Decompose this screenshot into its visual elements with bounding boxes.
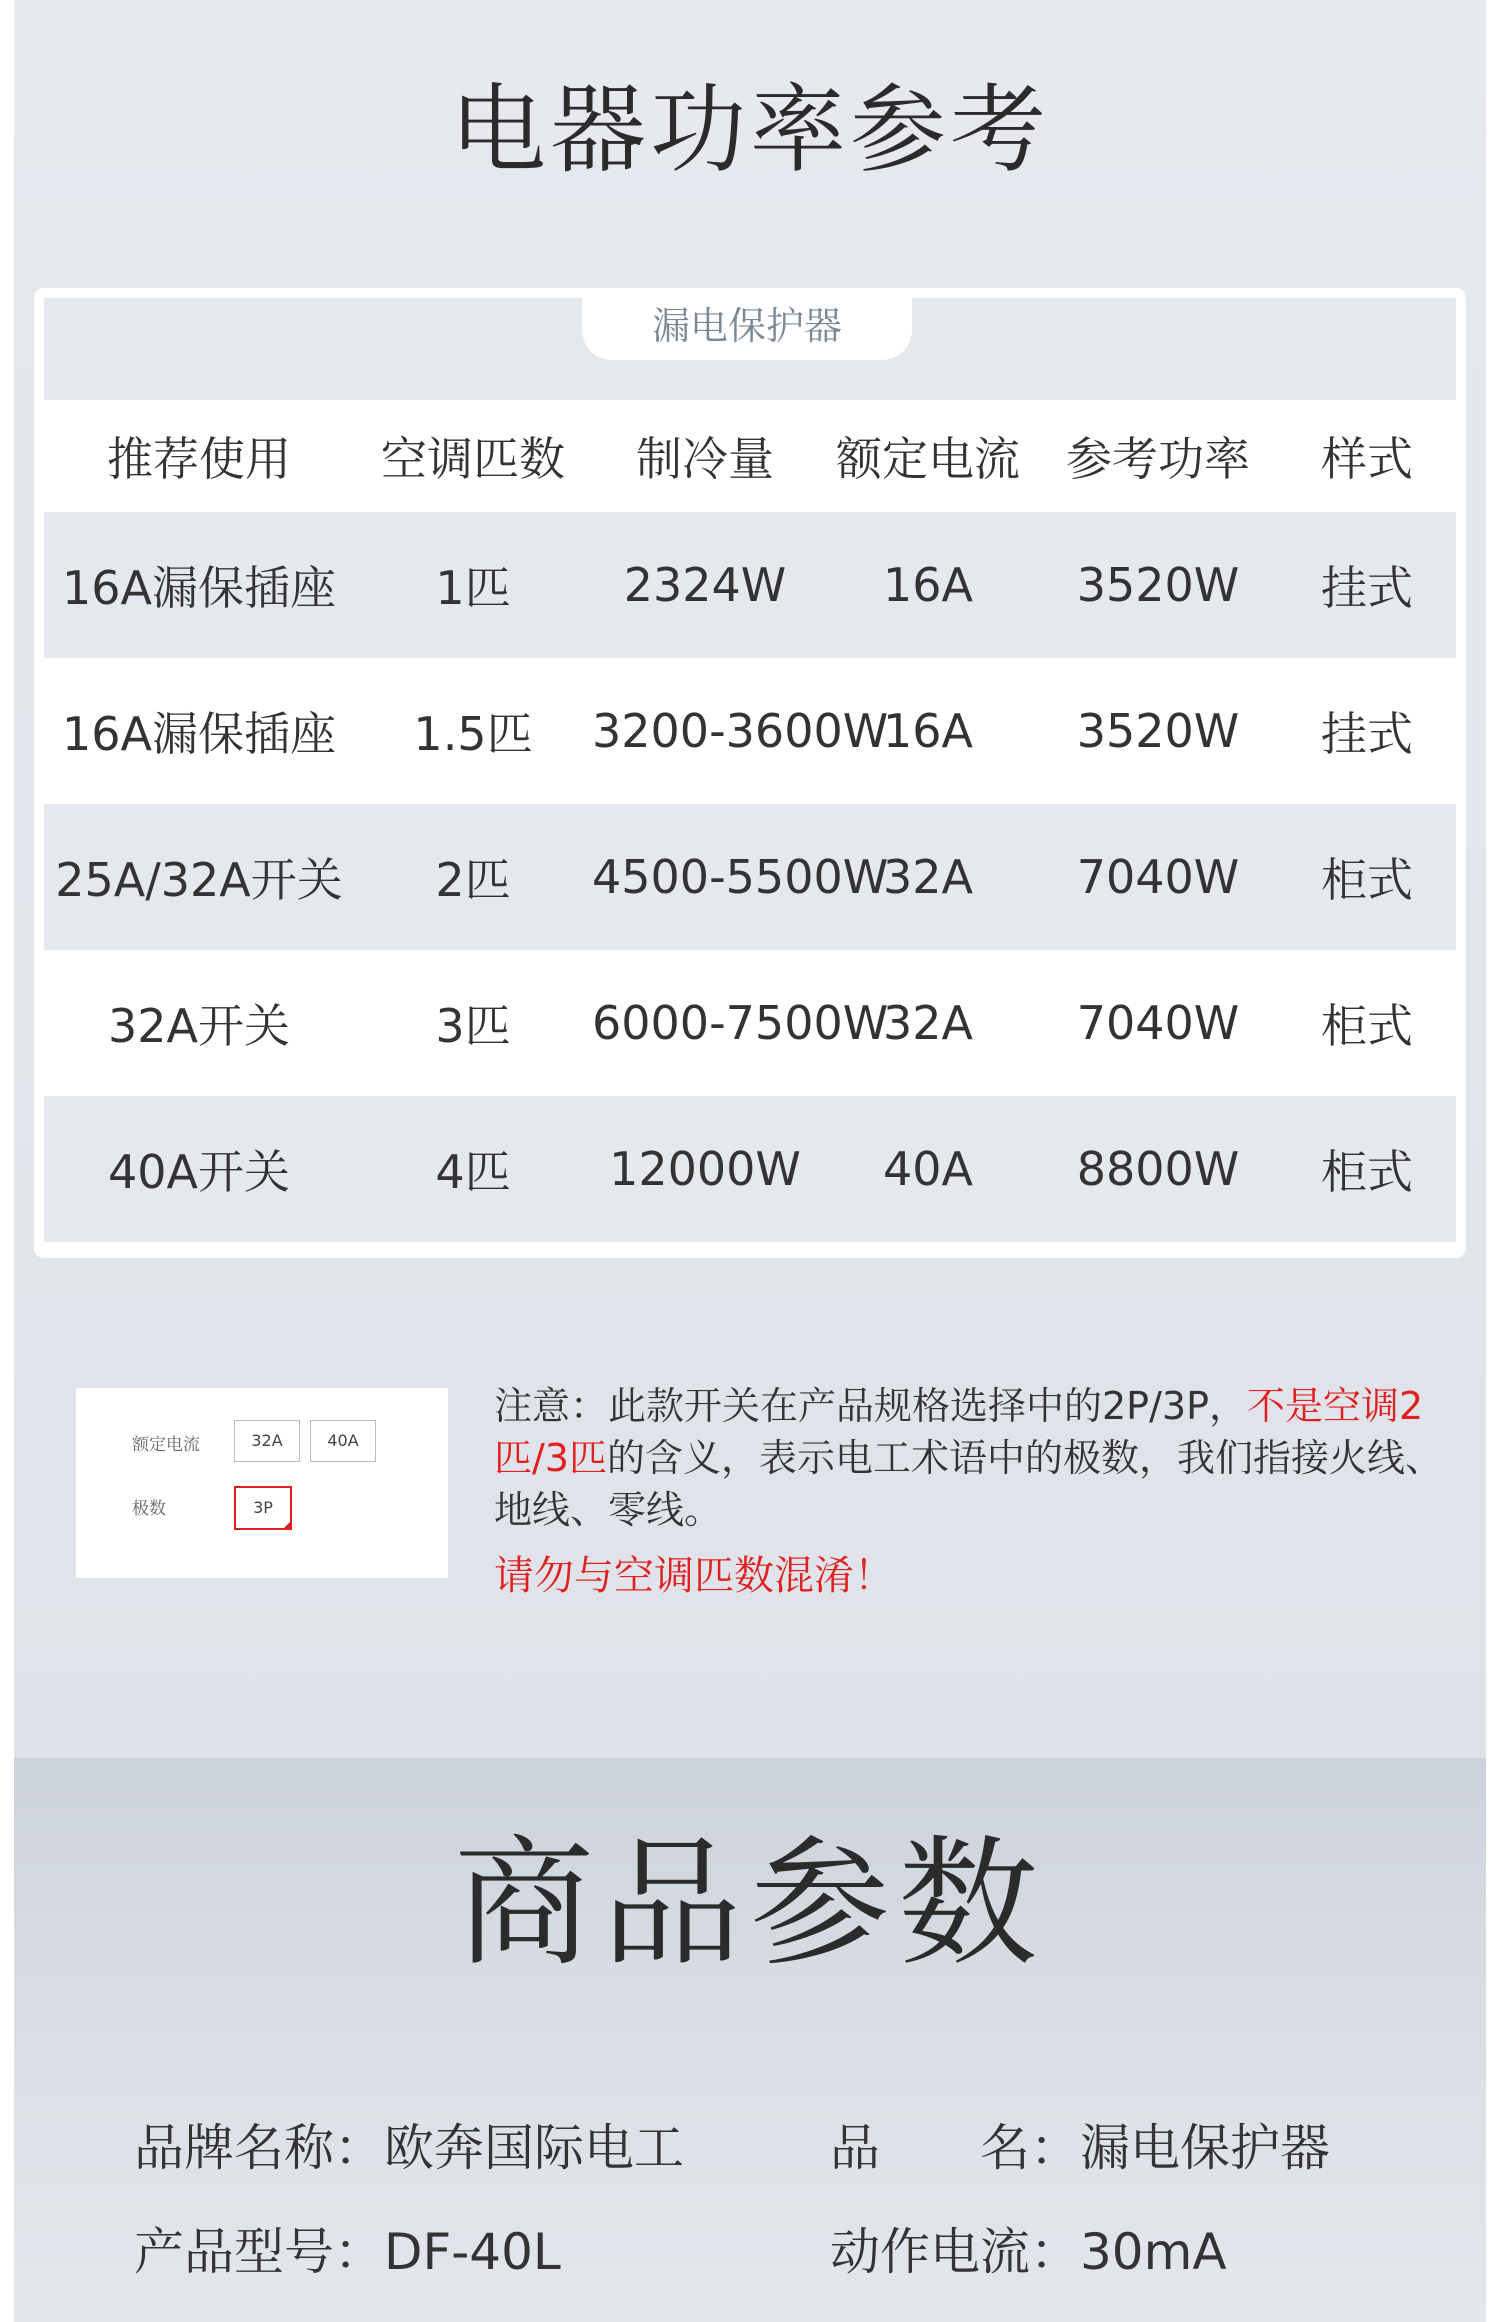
header-cooling-capacity: 制冷量	[636, 432, 774, 486]
option-3p	[234, 1486, 292, 1530]
cell-rated-current: 40A	[882, 1142, 973, 1196]
cell-style: 柜式	[1321, 999, 1413, 1053]
cell-style: 柜式	[1321, 1145, 1413, 1199]
table-badge: 漏电保护器	[582, 298, 912, 360]
header-rated-current: 额定电流	[836, 432, 1020, 486]
pole-note	[494, 1380, 1444, 1536]
power-reference-title: 电器功率参考	[450, 74, 1050, 186]
header-style: 样式	[1321, 432, 1413, 486]
cell-recommended-use: 40A开关	[107, 1145, 290, 1199]
cell-style: 柜式	[1321, 853, 1413, 907]
rated-current-label: 额定电流	[132, 1435, 200, 1455]
cell-style: 挂式	[1321, 561, 1413, 615]
param-name	[830, 2108, 1330, 2180]
cell-ac-horsepower: 1.5匹	[413, 707, 533, 761]
param-brand	[134, 2108, 684, 2180]
cell-reference-power: 7040W	[1076, 996, 1240, 1050]
table-row	[44, 950, 1456, 1096]
table-row	[44, 804, 1456, 950]
cell-style: 挂式	[1321, 707, 1413, 761]
param-name-key: 品 名：	[830, 2119, 1080, 2177]
cell-ac-horsepower: 1匹	[435, 561, 511, 615]
cell-rated-current: 16A	[882, 704, 973, 758]
cell-ac-horsepower: 4匹	[435, 1145, 511, 1199]
cell-recommended-use: 16A漏保插座	[61, 561, 336, 615]
power-reference-table	[34, 288, 1466, 1258]
cell-reference-power: 7040W	[1076, 850, 1240, 904]
note-text-part3: 的含义，表示电工术语中的极数，我们指接火线、地线、零线。	[494, 1436, 1443, 1532]
note-text-red: 不是空调2匹/3匹	[494, 1384, 1424, 1480]
cell-ac-horsepower: 3匹	[435, 999, 511, 1053]
cell-cooling-capacity: 6000-7500W	[592, 996, 889, 1050]
param-model	[134, 2212, 561, 2284]
option-3p-label: 3P	[253, 1498, 273, 1517]
cell-ac-horsepower: 2匹	[435, 853, 511, 907]
cell-cooling-capacity: 4500-5500W	[592, 850, 889, 904]
cell-cooling-capacity: 3200-3600W	[592, 704, 889, 758]
cell-reference-power: 3520W	[1076, 704, 1240, 758]
product-params-title: 商品参数	[453, 1823, 1046, 1986]
option-32a: 32A	[234, 1420, 300, 1462]
table-row	[44, 512, 1456, 658]
param-brand-key: 品牌名称：	[134, 2119, 384, 2177]
selected-check-icon	[282, 1520, 292, 1530]
header-reference-power: 参考功率	[1066, 432, 1250, 486]
param-model-value: DF-40L	[384, 2223, 561, 2281]
table-row	[44, 1096, 1456, 1242]
param-trip-key: 动作电流：	[830, 2223, 1080, 2281]
warning-text: 请勿与空调匹数混淆！	[494, 1553, 894, 1599]
table-row	[44, 658, 1456, 804]
cell-rated-current: 32A	[882, 996, 973, 1050]
cell-reference-power: 8800W	[1076, 1142, 1240, 1196]
cell-rated-current: 16A	[882, 558, 973, 612]
cell-recommended-use: 25A/32A开关	[55, 853, 343, 907]
param-name-value: 漏电保护器	[1080, 2119, 1330, 2177]
note-text-part1: 注意：此款开关在产品规格选择中的2P/3P，	[494, 1384, 1247, 1428]
cell-rated-current: 32A	[882, 850, 973, 904]
header-ac-horsepower: 空调匹数	[381, 432, 565, 486]
spec-selector-illustration	[76, 1388, 448, 1578]
cell-cooling-capacity: 12000W	[609, 1142, 801, 1196]
header-recommended-use: 推荐使用	[107, 432, 291, 486]
param-trip-current	[830, 2212, 1227, 2284]
param-brand-value: 欧奔国际电工	[384, 2119, 684, 2177]
cell-recommended-use: 32A开关	[107, 999, 290, 1053]
poles-label: 极数	[132, 1499, 166, 1519]
param-model-key: 产品型号：	[134, 2223, 384, 2281]
cell-recommended-use: 16A漏保插座	[61, 707, 336, 761]
table-header-row	[44, 400, 1456, 512]
param-trip-value: 30mA	[1080, 2223, 1227, 2281]
cell-cooling-capacity: 2324W	[623, 558, 787, 612]
option-40a: 40A	[310, 1420, 376, 1462]
cell-reference-power: 3520W	[1076, 558, 1240, 612]
